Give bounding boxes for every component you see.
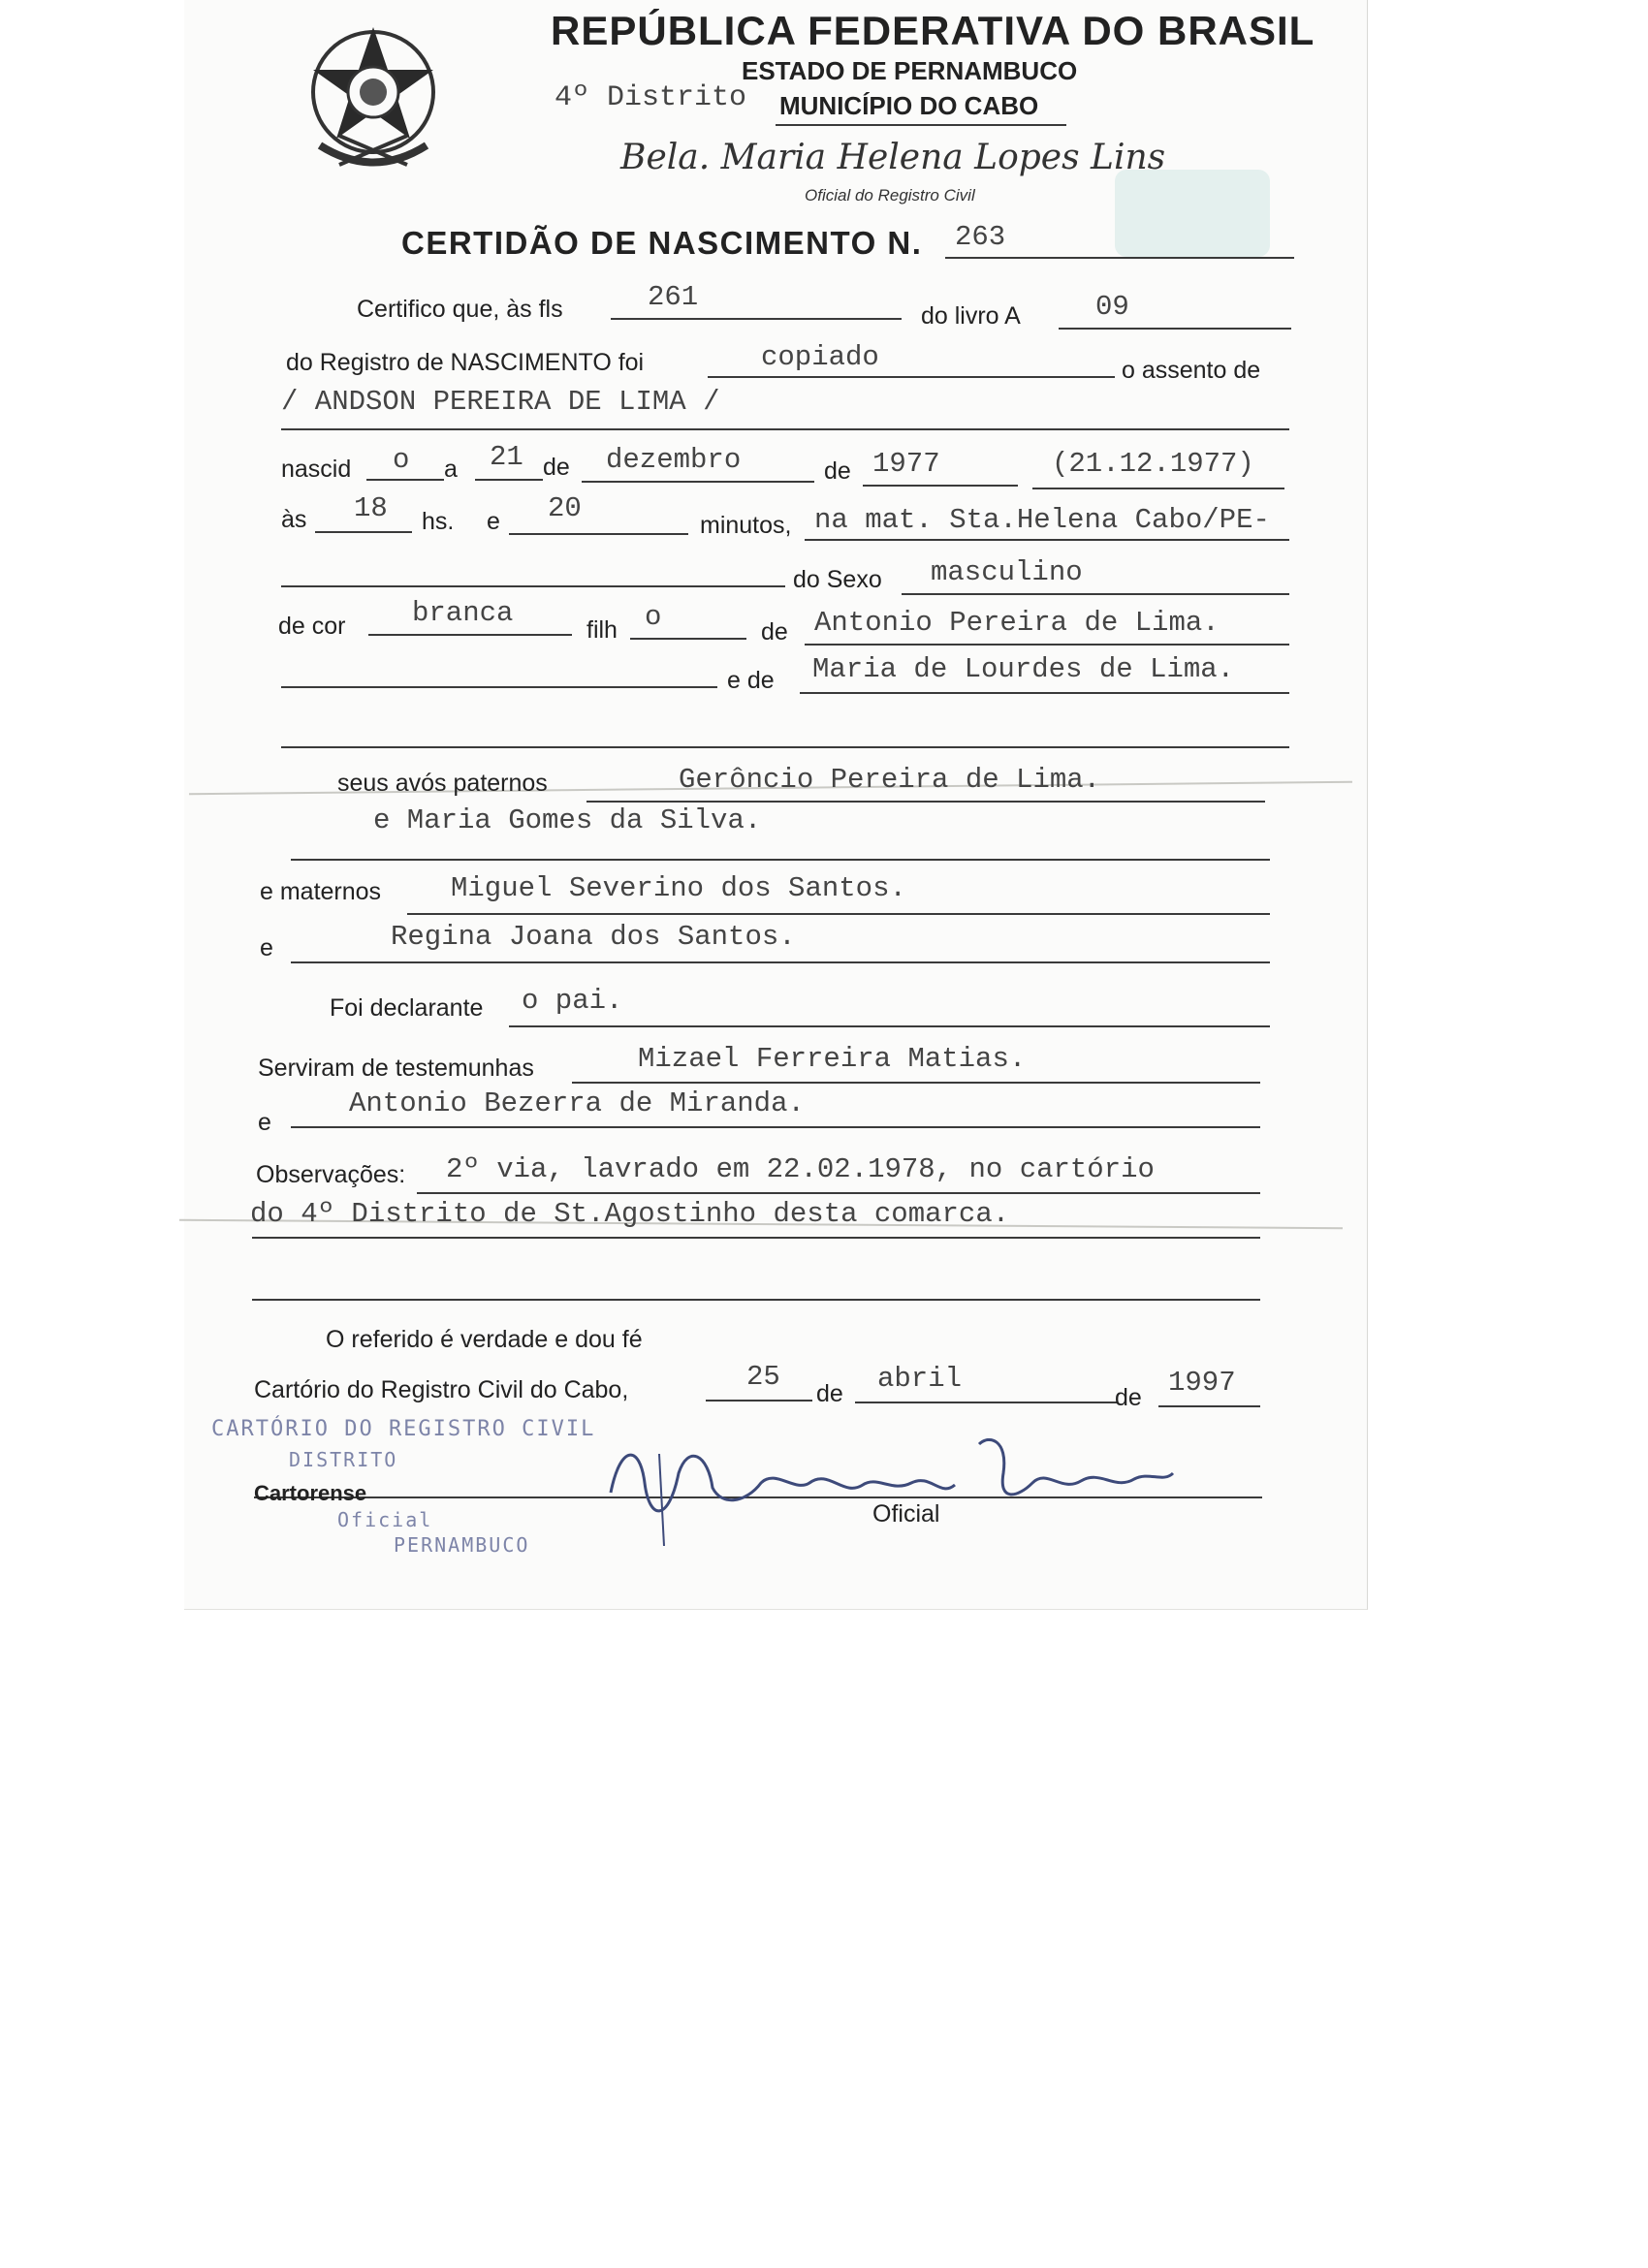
declarante-label: Foi declarante bbox=[330, 994, 484, 1022]
de-label-2: de bbox=[824, 457, 851, 485]
de-closing-label: de bbox=[816, 1380, 843, 1407]
cor-label: de cor bbox=[278, 613, 346, 640]
official-name: Bela. Maria Helena Lopes Lins bbox=[620, 138, 1166, 177]
testemunhas-label: Serviram de testemunhas bbox=[258, 1055, 534, 1082]
birth-hours: 18 bbox=[354, 492, 388, 524]
sexo-value: masculino bbox=[931, 556, 1083, 588]
de-closing-label-2: de bbox=[1115, 1384, 1142, 1411]
rule bbox=[945, 257, 1294, 259]
rule bbox=[281, 585, 785, 587]
de-label: de bbox=[543, 454, 570, 481]
stamp-line-1: CARTÓRIO DO REGISTRO CIVIL bbox=[211, 1417, 596, 1441]
rule bbox=[315, 531, 412, 533]
birth-month: dezembro bbox=[606, 444, 742, 476]
fls-value: 261 bbox=[648, 281, 699, 313]
maternos-label: e maternos bbox=[260, 878, 382, 905]
rule bbox=[855, 1402, 1117, 1403]
rule bbox=[1158, 1405, 1260, 1407]
cor-value: branca bbox=[412, 597, 514, 629]
ink-stain bbox=[1115, 170, 1270, 257]
rule bbox=[509, 533, 688, 535]
verdade-text: O referido é verdade e dou fé bbox=[326, 1326, 643, 1353]
e-materna-label: e bbox=[260, 934, 273, 961]
rule bbox=[252, 1299, 1260, 1301]
birth-year: 1977 bbox=[872, 448, 940, 480]
avo-paterno: Gerôncio Pereira de Lima. bbox=[679, 764, 1101, 796]
registro-label: do Registro de NASCIMENTO foi bbox=[286, 349, 645, 376]
rule bbox=[366, 479, 444, 481]
e-testemunha-label: e bbox=[258, 1109, 271, 1136]
rule bbox=[407, 913, 1270, 915]
rule bbox=[417, 1192, 1260, 1194]
minutos-label: minutos, bbox=[700, 512, 792, 539]
avo-materna: Regina Joana dos Santos. bbox=[391, 921, 796, 953]
testemunha-2: Antonio Bezerra de Miranda. bbox=[349, 1087, 805, 1119]
assento-label: o assento de bbox=[1122, 357, 1261, 384]
registrant-name: / ANDSON PEREIRA DE LIMA / bbox=[281, 386, 720, 418]
mother-name: Maria de Lourdes de Lima. bbox=[812, 653, 1235, 685]
certificate-title: CERTIDÃO DE NASCIMENTO N. bbox=[401, 225, 923, 261]
rule bbox=[800, 692, 1289, 694]
header-municipality: MUNICÍPIO DO CABO bbox=[779, 91, 1039, 120]
rule bbox=[252, 1237, 1260, 1239]
rule bbox=[291, 1126, 1260, 1128]
closing-day: 25 bbox=[746, 1361, 780, 1393]
rule bbox=[708, 376, 1115, 378]
avo-paterna: e Maria Gomes da Silva. bbox=[373, 804, 762, 836]
rule bbox=[586, 801, 1265, 803]
observacoes-line-2: do 4º Distrito de St.Agostinho desta comarca. bbox=[250, 1198, 1010, 1230]
livro-label: do livro A bbox=[921, 302, 1021, 330]
closing-month: abril bbox=[877, 1363, 963, 1395]
nascid-label: nascid bbox=[281, 456, 352, 483]
filh-suffix: o bbox=[645, 601, 662, 633]
rule bbox=[281, 428, 1289, 430]
stamp-line-3: Oficial bbox=[337, 1508, 433, 1531]
signature bbox=[601, 1415, 1183, 1551]
rule bbox=[1032, 488, 1284, 489]
rule bbox=[291, 859, 1270, 861]
rule bbox=[902, 593, 1289, 595]
e-label: e bbox=[487, 508, 500, 535]
registro-value: copiado bbox=[761, 341, 879, 373]
stamp-line-2: DISTRITO bbox=[289, 1448, 398, 1471]
rule bbox=[630, 638, 746, 640]
closing-year: 1997 bbox=[1168, 1367, 1236, 1399]
de-father-label: de bbox=[761, 618, 788, 646]
sexo-label: do Sexo bbox=[793, 566, 882, 593]
rule bbox=[582, 481, 814, 483]
livro-value: 09 bbox=[1095, 291, 1129, 323]
cartorense-label: Cartorense bbox=[254, 1481, 367, 1505]
avo-materno: Miguel Severino dos Santos. bbox=[451, 872, 906, 904]
testemunha-1: Mizael Ferreira Matias. bbox=[638, 1043, 1027, 1075]
avos-paternos-label: seus avós paternos bbox=[337, 770, 548, 797]
birth-day: 21 bbox=[490, 441, 523, 473]
header-state: ESTADO DE PERNAMBUCO bbox=[742, 56, 1078, 85]
declarante-value: o pai. bbox=[522, 985, 623, 1017]
certifico-label: Certifico que, às fls bbox=[357, 296, 563, 323]
rule bbox=[509, 1025, 1270, 1027]
rule bbox=[368, 634, 572, 636]
oficial-label: Oficial bbox=[872, 1500, 940, 1528]
header-republic: REPÚBLICA FEDERATIVA DO BRASIL bbox=[551, 8, 1315, 53]
official-role: Oficial do Registro Civil bbox=[805, 186, 975, 205]
rule bbox=[281, 746, 1289, 748]
rule bbox=[776, 124, 1066, 126]
rule bbox=[291, 961, 1270, 963]
observacoes-line-1: 2º via, lavrado em 22.02.1978, no cartório bbox=[446, 1153, 1155, 1185]
nascid-suffix: o bbox=[393, 444, 410, 476]
rule bbox=[611, 318, 902, 320]
rule bbox=[572, 1082, 1260, 1084]
rule bbox=[863, 485, 1018, 487]
e-de-label: e de bbox=[727, 667, 775, 694]
rule bbox=[805, 644, 1289, 646]
certificate-number: 263 bbox=[955, 221, 1006, 253]
brazil-coat-of-arms-icon bbox=[281, 10, 465, 184]
birth-place: na mat. Sta.Helena Cabo/PE- bbox=[814, 504, 1270, 536]
rule bbox=[475, 479, 543, 481]
as-label: às bbox=[281, 506, 307, 533]
cartorio-label: Cartório do Registro Civil do Cabo, bbox=[254, 1376, 629, 1403]
rule bbox=[805, 539, 1289, 541]
observacoes-label: Observações: bbox=[256, 1161, 406, 1188]
rule bbox=[1059, 328, 1291, 330]
a-label: a bbox=[444, 456, 458, 483]
header-district: 4º Distrito bbox=[555, 81, 747, 114]
hs-label: hs. bbox=[422, 508, 455, 535]
birth-date-numeric: (21.12.1977) bbox=[1052, 448, 1254, 480]
filh-label: filh bbox=[586, 616, 618, 644]
rule bbox=[281, 686, 717, 688]
father-name: Antonio Pereira de Lima. bbox=[814, 607, 1220, 639]
rule bbox=[706, 1400, 812, 1402]
birth-minutes: 20 bbox=[548, 492, 582, 524]
stamp-line-4: PERNAMBUCO bbox=[394, 1533, 530, 1557]
